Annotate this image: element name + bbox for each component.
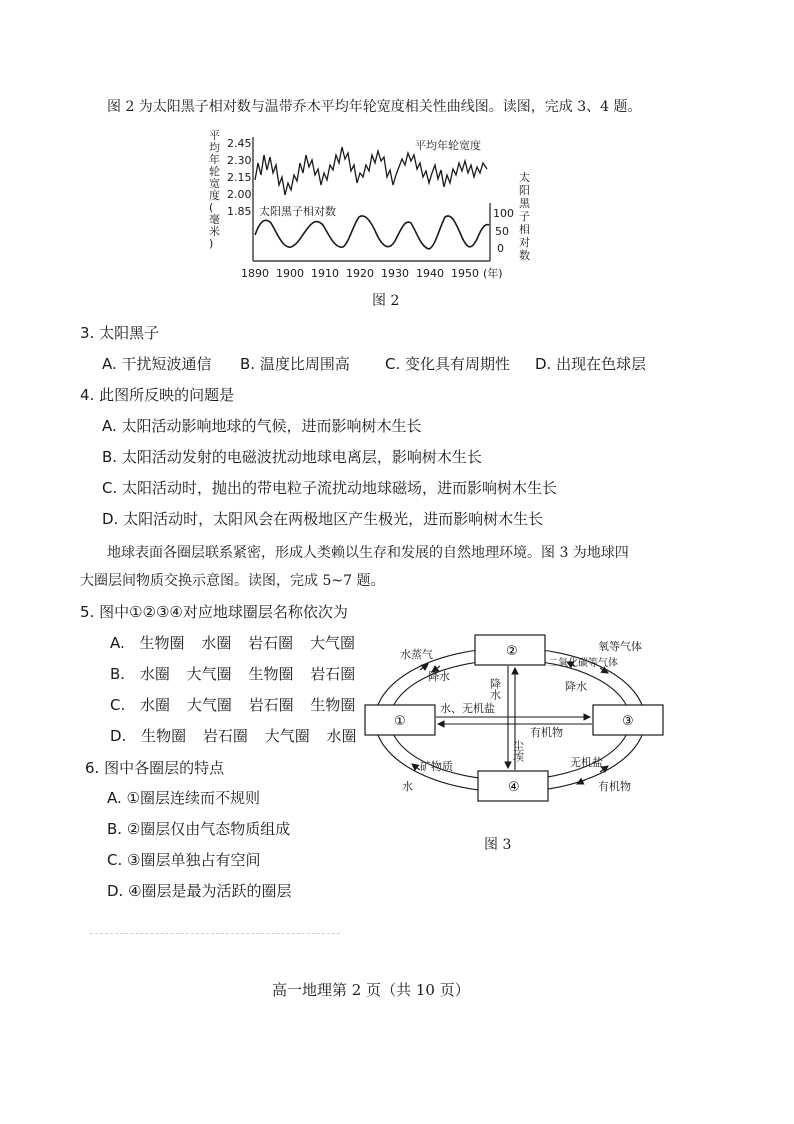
q5-option-b xyxy=(110,663,355,684)
option-item: 水圈 xyxy=(201,634,232,652)
option-item: 大气圈 xyxy=(309,634,355,652)
option-letter: D. xyxy=(110,727,127,745)
option-letter: A. xyxy=(110,634,125,652)
box-4-label: ④ xyxy=(508,780,520,795)
x-tick: 1920 xyxy=(346,267,374,280)
label-precip-right: 降水 xyxy=(565,680,587,693)
x-axis-unit: (年) xyxy=(483,267,503,280)
q5-option-c xyxy=(110,694,355,715)
q4-option-a: A. 太阳活动影响地球的气候，进而影响树木生长 xyxy=(102,417,422,435)
q6-option-b: B. ②圈层仅由气态物质组成 xyxy=(107,820,291,838)
right-tick: 100 xyxy=(493,207,514,220)
left-axis-title xyxy=(209,129,220,250)
label-organic-2: 有机物 xyxy=(598,780,631,793)
x-tick: 1910 xyxy=(311,267,339,280)
option-letter: C. xyxy=(110,696,126,714)
left-tick: 2.45 xyxy=(227,137,252,150)
q6-option-a: A. ①圈层连续而不规则 xyxy=(107,789,260,807)
question-3-stem: 3. 太阳黑子 xyxy=(80,324,160,342)
box-3-label: ③ xyxy=(622,714,634,729)
q5-option-a xyxy=(110,632,355,653)
left-axis-title-char: 米 xyxy=(209,225,220,238)
option-letter: B. xyxy=(110,665,126,683)
left-axis-title-char: 平 xyxy=(209,129,220,142)
q6-option-c: C. ③圈层单独占有空间 xyxy=(107,851,261,869)
option-item: 生物圈 xyxy=(141,727,187,745)
question-6-stem: 6. 图中各圈层的特点 xyxy=(85,759,225,777)
q3-option-a: A. 干扰短波通信 xyxy=(102,355,212,373)
ring-width-label: 平均年轮宽度 xyxy=(415,139,481,152)
left-axis-title-char: 轮 xyxy=(209,165,220,178)
right-tick: 0 xyxy=(497,242,504,255)
option-item: 水圈 xyxy=(139,665,170,683)
label-water-vapor: 水蒸气 xyxy=(400,648,433,661)
intro-figure2: 图 2 为太阳黑子相对数与温带乔木平均年轮宽度相关性曲线图。读图，完成 3、4 题。 xyxy=(107,99,642,115)
label-oxygen: 氧等气体 xyxy=(598,640,642,653)
q3-option-b: B. 温度比周围高 xyxy=(240,355,350,373)
question-5-stem: 5. 图中①②③④对应地球圈层名称依次为 xyxy=(80,603,348,621)
left-tick: 2.00 xyxy=(227,188,252,201)
left-axis-title-char: ( xyxy=(209,201,214,214)
left-axis-title-char: 年 xyxy=(209,153,220,166)
intro-figure3-line1: 地球表面各圈层联系紧密，形成人类赖以生存和发展的自然地理环境。图 3 为地球四 xyxy=(107,545,629,561)
x-tick: 1890 xyxy=(241,267,269,280)
x-tick: 1940 xyxy=(416,267,444,280)
right-axis-title-char: 相 xyxy=(519,223,530,236)
option-item: 生物圈 xyxy=(248,665,294,683)
q4-option-d: D. 太阳活动时，太阳风会在两极地区产生极光，进而影响树木生长 xyxy=(102,510,544,528)
sunspot-label: 太阳黑子相对数 xyxy=(259,205,336,218)
q6-option-d: D. ④圈层是最为活跃的圈层 xyxy=(107,882,292,900)
option-item: 大气圈 xyxy=(186,665,232,683)
option-item: 岩石圈 xyxy=(248,634,294,652)
left-axis-title-char: 宽 xyxy=(209,177,220,190)
right-axis-title-char: 太 xyxy=(519,171,530,184)
right-axis-title-char: 黑 xyxy=(519,197,530,210)
option-item: 岩石圈 xyxy=(202,727,248,745)
x-tick: 1950 xyxy=(451,267,479,280)
option-item: 水圈 xyxy=(326,727,357,745)
option-item: 生物圈 xyxy=(139,634,185,652)
label-mineral: 矿物质 xyxy=(420,760,453,773)
scan-artifact-line xyxy=(90,933,340,934)
label-inorganic: 无机盐 xyxy=(570,756,603,769)
ring-width-curve xyxy=(255,147,487,195)
figure-3-caption: 图 3 xyxy=(484,837,512,853)
left-tick: 2.15 xyxy=(227,171,252,184)
option-item: 岩石圈 xyxy=(310,665,356,683)
sunspot-curve xyxy=(255,216,489,249)
left-tick: 2.30 xyxy=(227,154,252,167)
q3-option-d: D. 出现在色球层 xyxy=(535,355,647,373)
left-tick: 1.85 xyxy=(227,205,252,218)
label-co2: 二氧化碳等气体 xyxy=(548,658,618,669)
right-axis-title-char: 对 xyxy=(519,236,530,249)
x-tick: 1930 xyxy=(381,267,409,280)
option-item: 大气圈 xyxy=(264,727,310,745)
right-axis-title xyxy=(519,170,531,262)
label-organic: 有机物 xyxy=(530,726,563,739)
left-axis-title-char: 度 xyxy=(209,189,220,202)
label-dust: 尘埃 xyxy=(511,740,525,762)
right-axis-title-char: 子 xyxy=(519,210,530,223)
q3-option-c: C. 变化具有周期性 xyxy=(385,355,511,373)
left-axis-title-char: 均 xyxy=(209,141,220,154)
option-item: 岩石圈 xyxy=(248,696,294,714)
question-4-stem: 4. 此图所反映的问题是 xyxy=(80,386,235,404)
label-precip-left: 降水 xyxy=(428,670,450,683)
right-axis-title-char: 数 xyxy=(519,249,530,262)
x-tick: 1900 xyxy=(276,267,304,280)
option-item: 生物圈 xyxy=(310,696,356,714)
q4-option-b: B. 太阳活动发射的电磁波扰动地球电离层，影响树木生长 xyxy=(102,448,482,466)
figure-2-chart xyxy=(205,125,535,285)
label-water: 水 xyxy=(402,780,413,793)
q4-option-c: C. 太阳活动时，抛出的带电粒子流扰动地球磁场，进而影响树木生长 xyxy=(102,479,558,497)
box-1-label: ① xyxy=(394,714,406,729)
label-water-salt: 水、无机盐 xyxy=(440,702,495,715)
right-tick: 50 xyxy=(495,225,509,238)
page-footer: 高一地理第 2 页（共 10 页） xyxy=(272,981,470,999)
option-item: 大气圈 xyxy=(186,696,232,714)
left-axis-title-char: 毫 xyxy=(209,213,220,226)
left-axis-title-char: ) xyxy=(209,237,214,250)
right-axis-title-char: 阳 xyxy=(519,184,530,197)
label-precip-mid: 降水 xyxy=(488,678,502,700)
figure-2-caption: 图 2 xyxy=(372,293,400,309)
intro-figure3-line2: 大圈层间物质交换示意图。读图，完成 5~7 题。 xyxy=(80,573,385,589)
q5-option-d xyxy=(110,725,357,746)
box-2-label: ② xyxy=(506,644,518,659)
figure-3-diagram xyxy=(360,630,680,810)
option-item: 水圈 xyxy=(140,696,171,714)
